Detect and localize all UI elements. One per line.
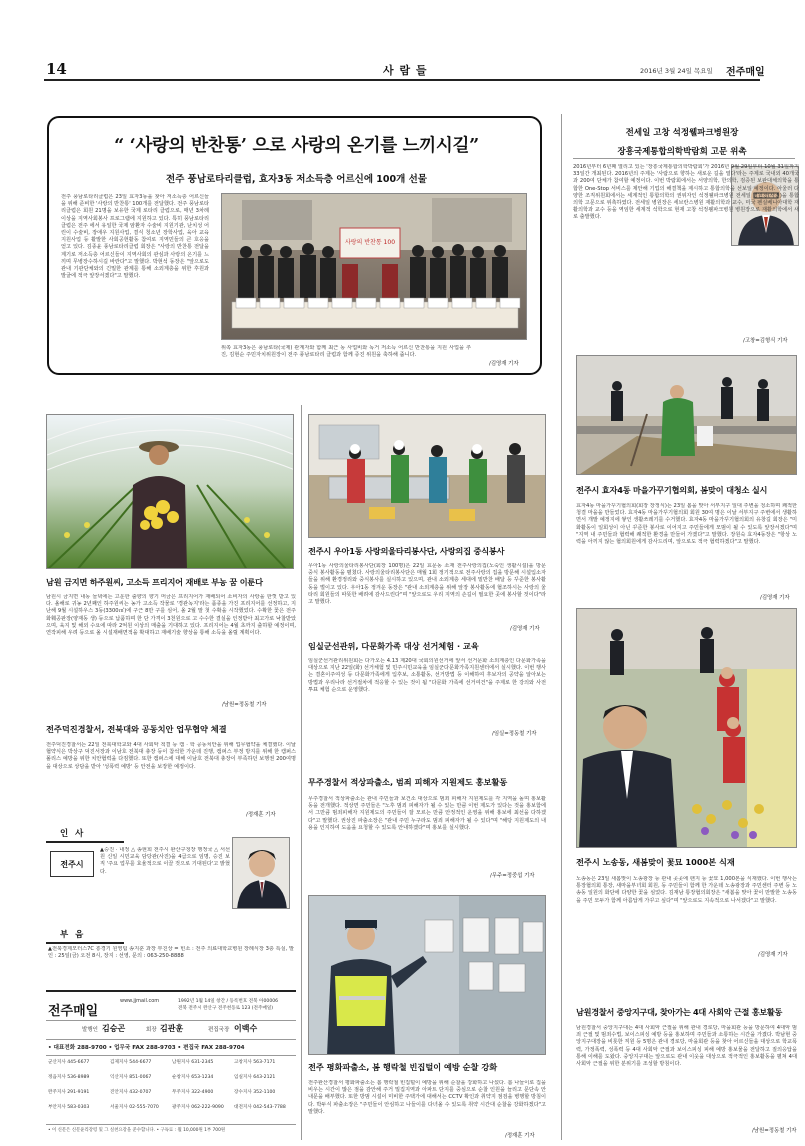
office-phone: 352-1100 [253, 1090, 276, 1095]
office-phone: 291-9191 [67, 1090, 90, 1095]
masthead-rule-2 [46, 1039, 296, 1040]
flower-farmer-photo [46, 414, 294, 569]
profile-rule [573, 158, 795, 159]
office-entry [48, 1074, 89, 1080]
crosswalk-story-headline: 전주 평화파출소, 봄 행락철 빈집털이 예방 순찰 강화 [308, 1062, 498, 1072]
masthead-registration: 1992년 1월 14일 창간 / 등록번호 전북 아00006 [178, 999, 279, 1004]
namwon-story-body: 남원경찰서 중앙지구대는 4대 사회악 근절을 위해 관내 경로당, 마을회관 등을 방문하여 4대악 범죄 근절 및 범죄수법, 보이스피싱 예방 등을 홍보하며 주민들과 소통하는 시간을 가졌다. 박남현 중앙지구대장을 비롯한 직원 등 5명은 관내 경로당, 마을회관 등을 찾아 어르신들을 대상으로 학교폭력, 가정폭력, 성폭력 등 4대 사회악 근절과 보이스피싱 피해 예방 홍보물을 전달하고 질의응답을 통해 이해를 도왔다. 중앙지구대는 앞으로도 관내 이웃을 대상으로 적극적인 홍보활동을 펼쳐 4대 사회악 근절을 위한 분위기를 조성할 방침이다. [576, 1025, 797, 1068]
issue-date: 2016년 3월 24일 목요일 [640, 67, 713, 75]
header-rule [44, 79, 760, 81]
photo-banner-text: 사랑의 반찬통 100 [344, 239, 396, 246]
office-name: 남원지사 [172, 1060, 192, 1065]
section-title: 사 람 들 [383, 64, 428, 77]
personnel-rule [46, 841, 124, 843]
masthead-rule-4 [46, 1124, 296, 1125]
office-entry [110, 1074, 151, 1080]
office-phone: 02-555-7070 [129, 1105, 159, 1110]
profile-body: 2016년부터 6년째 열리고 있는 '장흥국제통합의학박람회'가 2016년 9월 29일부터 10월 31일까지 33일간 개최된다. 2016년의 주제는 '사람으로 향하는 새로운 길을 열다'라는 주제로 국내외 40개국 과 200여 단체가 참여할 예정이다. 이번 박람회에서는 서양의학, 한의학, 검증된 보완대체의학을 통합한 One-Stop 서비스를 제안해 기업의 해결책을 제시하고 통합의학을 선보일 예정이다. 아울러 다양한 조직위원회에서는 세계적인 통합의학의 권위자인 석정웰파크병원 전세일 병원장(사진)을 통합의학 고문으로 위촉하였다. 전세일 병원장은 세브란스병원 재활의학과 교수, 미국 펜실베니아대학 재활의학과 교수 등을 역임한 세계적 석학으로 현재 고창 석정웰파크병원 병원장으로 재활의학에서 새로 출발했다. [573, 164, 799, 221]
nosong-story-body: 노송동은 23일 새봄맞이 노송광장 등 관내 곳곳에 팬지 등 꽃묘 1,000본을 식재했다. 이번 행사는 통장협의회 통장, 새마을부녀회 회원, 동 주민들이 함께 한 가운데 노송광장과 주민센터 주변 등 노송동 일원의 화단에 다양한 꽃을 심었다. 김재남 통장협의회장은 "새봄을 맞아 꽃이 만발한 노송동을 주민 모두가 함께 아름답게 가꾸고 싶다"며 "앞으로도 지속적으로 나서겠다"고 말했다. [576, 876, 797, 904]
masthead-url[interactable]: www.jjmail.com [120, 998, 160, 1004]
profile-story [563, 114, 801, 354]
office-entry [48, 1104, 89, 1110]
office-row [48, 1059, 296, 1071]
personnel-section [46, 823, 296, 915]
jeonbuk-story-headline: 전주덕진경찰서, 전북대와 공동치안 업무협약 체결 [46, 724, 227, 734]
office-entry [234, 1104, 286, 1110]
office-phone: 643-2121 [253, 1075, 276, 1080]
chairman-name: 김관훈 [160, 1024, 184, 1033]
top-story-body: 전주 풍남로타리클럽은 23일 효자3동을 찾아 저소득층 어르신들을 위해 준비한 '사랑의 반찬통' 100개를 전달했다. 전주 풍남로타리클럽은 회원 21명을 보유한 국제 로타리 클럽으로, 매년 3차례 이상을 지역사회봉사 프로그램에 지원하고 있다. 특히 풍남로타리클럽은 전주 에서 유일한 국제 암환자 수술비 지원기관, 난치성 어린이 수술비, 장애우 지원사업, 결식 청소년 장학사업, 육아 교육 지원사업 등 활발한 사회공헌활동 참여로 지역민들의 큰 호응을 얻고 있다. 김종윤 풍남로타리클럽 회장은 "사랑의 반찬통 전달을 계기로 저소득층 어르신들이 지역사회의 관심과 사랑의 온기를 느끼며 무병장수하시길 바란다"고 말했다. 박현석 동장은 "앞으로도 관내 기관단체와의 긴밀한 관계를 통해 소외계층을 위한 후원과 발굴에 적극 앞장서겠다"고 말했다. [61, 194, 209, 280]
crime-story-body: 무주경찰서 적상파출소는 관내 주민들과 보건소 대상으로 범죄 피해자 지원제도를 각 지역을 돌며 홍보활동을 전개했다. 적상면 주민들은 "노후 범죄 피해자가 될 수 있는 만큼 이번 제도가 있다는 것을 홍보함에서 그만큼 범죄피해자 지원제도의 주민들이 잘 모르는 만큼 안정적인 운영을 위해 홍보에 최선을 다하겠다"고 말했다. 권상진 파출소장은 "관내 주민 누구라도 범죄 피해자가 될 수 있다"며 "해당 지원제도의 내용을 인지하여 도움을 요청할 수 있도록 안내하겠다"며 홍보를 실시했다. [308, 796, 546, 831]
crosswalk-story-byline: /정재훈 기자 [505, 1133, 535, 1139]
flower-planting-photo [576, 608, 797, 848]
office-name: 익산지사 [110, 1075, 130, 1080]
police-patrol-photo [308, 895, 546, 1055]
election-story-headline: 임실군선관위, 다문화가족 대상 선거체험 · 교육 [308, 641, 479, 651]
office-phone: 042-543-7788 [253, 1105, 286, 1110]
jeonbuk-story-byline: /정재훈 기자 [246, 812, 276, 818]
office-entry [172, 1059, 213, 1065]
jeonbuk-story-body: 전주덕진경찰서는 22일 전북대학교와 4대 사회악 척결 등 캠 · 학 공동치안을 위해 업무협약을 체결했다. 이날 협약식은 박상구 덕진서장과 이남호 전북대 총장 등이 참석한 가운데 진행, 캠퍼스 부정 방지를 위해 한 캠퍼스폴리스 예방을 위한 치안협력을 다짐했다. 또한 캠퍼스에 대해 이남호 전북대 총장이 부족하던 보행권 200여명을 대상으로 상담을 받아 '성폭력 예방' 등 안전을 보장한 예정이다. [46, 742, 296, 770]
office-row [48, 1074, 296, 1086]
masthead-staff [46, 1024, 296, 1036]
column-divider-left [301, 405, 302, 1140]
crime-story-byline: /무주=정중섭 기자 [490, 873, 535, 879]
obituary-rule [46, 942, 124, 944]
cleanup-story-byline: /김영재 기자 [760, 595, 790, 601]
publisher-name: 김승곤 [102, 1024, 126, 1033]
masthead-contacts: • 대표전화 288-9700 • 업무국 FAX 288-9703 • 편집국 FAX 288-9704 [48, 1045, 245, 1051]
office-name: 김제지사 [110, 1060, 130, 1065]
namwon-story-headline: 남원경찰서 중앙지구대, 찾아가는 4대 사회악 근절 홍보활동 [576, 1007, 783, 1017]
editor-name: 이백수 [234, 1024, 258, 1033]
office-name: 부안지사 [48, 1105, 68, 1110]
masthead-footer-note: • 이 신문은 신문윤리강령 및 그 실천요강을 준수합니다. • 구독료 : 월 10,000원 1부 700원 [48, 1128, 226, 1133]
publisher-label: 발행인 [82, 1027, 98, 1033]
office-entry [110, 1089, 151, 1095]
office-phone: 062-222-9090 [191, 1105, 224, 1110]
office-phone: 536-8989 [67, 1075, 90, 1080]
cleanup-story-headline: 전주시 효자4동 마을가꾸기협의회, 봄맞이 대청소 실시 [576, 485, 768, 495]
personnel-title: 인 사 [60, 829, 86, 839]
office-phone: 445-6677 [67, 1060, 90, 1065]
masthead-offices [48, 1059, 296, 1121]
paper-name: 전주매일 [726, 67, 765, 78]
office-entry [172, 1074, 213, 1080]
chairman-label: 회장 [146, 1027, 157, 1033]
office-phone: 322-4900 [191, 1090, 214, 1095]
top-story-group-photo [221, 193, 527, 340]
office-entry [234, 1089, 275, 1095]
office-entry [234, 1059, 275, 1065]
cleanup-story-body: 효자4동 마을가꾸기협의회(회장 장정식)는 23일 봄을 맞아 서부지구 일대 주변을 청소하며 쾌적한 청결 마을을 만들었다. 효자4동 마을가꾸기협의회 회원 30여 명은 이날 서부지구 주변에서 생활하면서 개발 예정지에 쌓인 생활쓰레기를 수거했다. 효자4동 마을가꾸기협의회의 유창길 회장은 "미화활동이 일회성이 아닌 꾸준한 봉사로 이어지고 주민들에게 모범이 될 수 있도록 앞장서겠다"며 "지역 내 주민들과 협력해 쾌적한 환경을 만들어 가겠다"고 말했다. 장원숙 효자4동장은 "항상 노력을 아끼지 않는 협의회원에게 감사드리며, 앞으로도 적극 협력하겠다"고 말했다. [576, 503, 797, 546]
office-phone: 563-7171 [253, 1060, 276, 1065]
nosong-story-headline: 전주시 노송동, 새봄맞이 꽃묘 1000본 식재 [576, 857, 735, 867]
profile-title: 장흥국제통합의학박람회 고문 위촉 [617, 147, 747, 157]
top-story-byline: /김영재 기자 [489, 361, 519, 367]
nosong-story-byline: /김영재 기자 [758, 952, 788, 958]
column-divider-right [561, 114, 562, 1140]
office-name: 고창지사 [234, 1060, 254, 1065]
office-entry [110, 1059, 151, 1065]
office-name: 완주지사 [48, 1090, 68, 1095]
personnel-body: ▲승진 · 내정 △ 송현희 전주시 완산구청장 행정국 △ 서선원 신일 시민교육 담당관(사진)을 4급으로 임명, 승진 보직 '주요 업무를 효율적으로 이끌 것으로 기대된다'고 밝혔다. [100, 847, 230, 875]
top-story-box [47, 116, 542, 375]
cooking-story-body: 우아1동 사랑의울타리봉사단(회장 100명)은 22일 효문동 소재 전주사랑의집(노숙인 생활시설)을 방문 중식 봉사활동을 펼쳤다. 사랑의울타리봉사단은 매월 1회 정기적으로 전주사랑의 집을 방문해 시설입소자들을 위해 환경정리와 중식봉사를 실시하고 있으며, 관내 소외계층 세대에 밑반찬 배달 등 꾸준한 봉사활동을 벌이고 있다. 우아1동 정겨운 동장은 "관내 소외계층을 위해 앞장 봉사활동에 협조하시는 사랑의 울타리 회원들의 따뜻한 배려에 감사드린다"며 "앞으로도 우리 지역의 손길이 필요한 곳에 봉사할 것이다"라고 말했다. [308, 563, 546, 606]
profile-kicker: 전세일 고창 석정웰파크병원장 [625, 128, 739, 138]
office-entry [172, 1089, 213, 1095]
page-number: 14 [46, 60, 67, 78]
personnel-portrait [232, 837, 290, 909]
office-entry [48, 1089, 89, 1095]
office-phone: 631-2345 [191, 1060, 214, 1065]
office-entry [234, 1074, 275, 1080]
top-story-headline: “ ‘사랑의 반찬통’ 으로 사랑의 온기를 느끼시길” [114, 136, 479, 156]
personnel-org: 전주시 [60, 860, 84, 869]
office-phone: 544-6677 [129, 1060, 152, 1065]
flower-story-body: 남원시 금지면 내동 들녘에는 고운한 출향의 향기 머금은 프리지어가 재배되어 소비자의 사랑을 한껏 받고 있다. 올해로 귀농 2년째인 하주원씨는 농가 고소득 작물로 '경관녹지'라는 품종을 가진 프리지어를 선정하고, 지난해 9월 시설하우스 3동(3300㎡)에 구근 8만 구를 심어, 올 2월 말 첫 수확을 시작했었다. 수확한 꽃은 전주 화훼공판장(양재동 생) 등으로 납품하며 한 단 가격이 3천원으로 고 수수한 결실을 인정받아 최고가로 낙찰받았으며, 육지 및 해외 수요에 따라 2억원 이상의 매출을 기대하고 있다. 프리지어는 4월 초까지 출하할 예정이며, 연작피해 우려 등으로 올 시설재배면적을 확대하고 재배기술 향상을 통해 소득을 올릴 계획이다. [46, 594, 296, 637]
masthead-rule-3 [46, 1055, 296, 1056]
obituary-body: ▲전북경제모터스7C 흥경기 원영팀 송지훈 과장 부친상 = 빈소 : 전주 의료대학교병원 장례식장 3층 특실, 발인 : 25일(금) 오전 8시, 장지 : 선영, 문의 : 063-250-8888 [48, 946, 294, 960]
office-name: 정읍지사 [48, 1075, 68, 1080]
masthead-logo: 전주매일 [48, 1004, 99, 1019]
profile-byline: /고창=김형식 기자 [743, 338, 788, 344]
office-phone: 432-0707 [129, 1090, 152, 1095]
obituary-section [46, 926, 296, 982]
office-name: 장수지사 [234, 1090, 254, 1095]
office-name: 진안지사 [110, 1090, 130, 1095]
editor-label: 편집국장 [208, 1027, 230, 1033]
masthead-rule-1 [46, 1020, 296, 1021]
flower-story-headline: 남원 금지면 하주원씨, 고소득 프리지어 재배로 부농 꿈 이룬다 [46, 577, 263, 587]
office-phone: 851-0067 [129, 1075, 152, 1080]
page-header [0, 0, 805, 84]
cooking-story-headline: 전주시 우아1동 사랑의울타리봉사단, 사랑의집 중식봉사 [308, 546, 505, 556]
office-name: 무주지사 [172, 1090, 192, 1095]
office-name: 서울지사 [110, 1105, 130, 1110]
office-phone: 583-0303 [67, 1105, 90, 1110]
office-entry [110, 1104, 159, 1110]
top-story-subhead: 전주 풍남로타리클럽, 효자3동 저소득층 어르신에 100개 선물 [166, 174, 427, 185]
office-entry [48, 1059, 89, 1065]
office-name: 대전지사 [234, 1105, 254, 1110]
cooking-volunteers-photo [308, 414, 546, 538]
office-name: 임실지사 [234, 1075, 254, 1080]
flower-story-byline: /남원=정동철 기자 [222, 702, 267, 708]
street-cleanup-photo [576, 355, 797, 475]
office-entry [172, 1104, 224, 1110]
crosswalk-story-body: 전주완산경찰서 평화파출소는 봄 행락철 빈집털이 예방을 위해 순찰을 강화하고 나섰다. 봄 나들이로 집을 비우는 시간이 많은 점을 감안해 주거 밀집지역과 아파트 단지를 중심으로 순찰 인원을 늘리고 문단속 안내문을 배부했다. 또한 방범 시설이 미비한 주택가에 대해서는 CCTV 확인과 취약지 점검을 병행할 방침이다. 박두식 파출소장은 "주민들이 안심하고 나들이를 다녀올 수 있도록 취약 시간대 순찰을 강화하겠다"고 말했다. [308, 1080, 546, 1115]
office-name: 군산지사 [48, 1060, 68, 1065]
crime-story-headline: 무주경찰서 적상파출소, 범죄 피해자 지원제도 홍보활동 [308, 777, 508, 787]
office-name: 순창지사 [172, 1075, 192, 1080]
group-photo-scene [222, 194, 527, 340]
obituary-title: 부 음 [60, 930, 86, 940]
office-name: 광주지사 [172, 1105, 192, 1110]
personnel-org-box [50, 851, 94, 877]
office-row [48, 1104, 296, 1116]
office-row [48, 1089, 296, 1101]
masthead-address: 전북 전주시 완산구 전주천동로 123 (전주매일) [178, 1006, 274, 1011]
election-story-body: 임실군선거관리위원회는 다가오는 4.13 제20대 국회의원선거에 앞서 선거문화 소외계층인 다문화가족을 대상으로 지난 22일(화) 선거체험 및 민주시민교육을 임실군다문화가족지원센터에서 실시했다. 이번 행사는 결혼이주여성 등 다문화가족에게 입후보, 소통활동, 선거방법 등 이해하여 후보자의 공약을 알아보는 방법과 우리나라 선거절차에 적응할 수 있는 것이 됨 "다문화 가족에 선거여건"을 주제로 한 강의와 사전투표 체험 순으로 운영했다. [308, 658, 546, 693]
top-story-caption: 위쪽 효자3동은 풍남로타(국제) 관계자와 함께 최근 동 사업비와 독거 저소득 어르신 반찬통을 지원 사업을 추진, 김현순 주민자치위원장이 전주 풍남로타리 클럽과 함께 증진 위원을 축하해 줍니다. [221, 345, 471, 359]
masthead [46, 990, 296, 1136]
election-story-byline: /임실=정동철 기자 [492, 731, 537, 737]
namwon-story-byline: /남원=정동철 기자 [752, 1128, 797, 1134]
cooking-story-byline: /김영재 기자 [510, 626, 540, 632]
office-phone: 653-1234 [191, 1075, 214, 1080]
